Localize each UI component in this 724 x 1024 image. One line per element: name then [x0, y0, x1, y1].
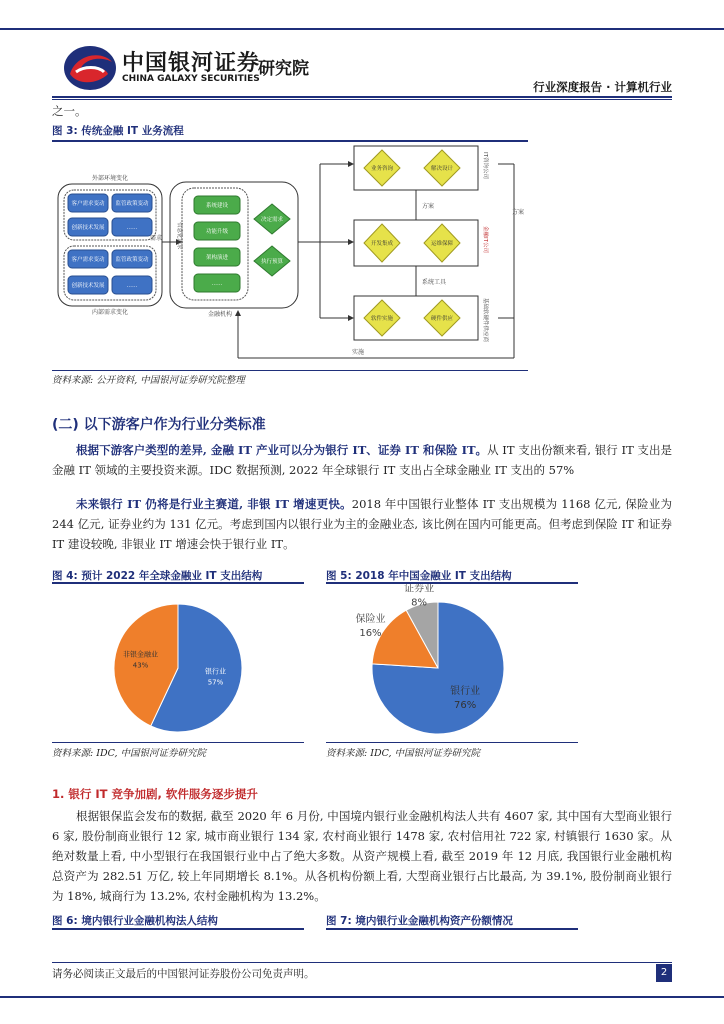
fig5-caption: 图 5: 2018 年中国金融业 IT 支出结构 [326, 570, 512, 582]
fig3-center-box: 架构演进 [205, 255, 229, 261]
footer-disclaimer: 请务必阅读正文最后的中国银河证券股份公司免责声明。 [52, 968, 315, 980]
fig3-source: 资料来源: 公开资料, 中国银河证券研究院整理 [52, 375, 245, 386]
pie-value-label: 76% [453, 699, 477, 711]
fig3-tools-label: 系统工具 [422, 279, 447, 286]
fig3-left-box: 创新技术发展 [71, 225, 105, 231]
logo-cn: 中国银河证券 [122, 51, 261, 76]
fig3-decide1: 决定需求 [260, 217, 284, 223]
fig3-decide2: 执行预算 [260, 259, 284, 265]
section-paragraph-2 [52, 494, 672, 554]
subsection-title: 1. 银行 IT 竞争加剧, 软件服务逐步提升 [52, 787, 258, 801]
fig3-left-box: …… [126, 225, 138, 231]
header-rule [52, 96, 672, 98]
fig3-center-title: 信息化需求 [176, 222, 182, 250]
fig7-caption: 图 7: 境内银行业金融机构资产份额情况 [326, 915, 513, 927]
fig3-demand-label: 需求 [149, 235, 163, 242]
logo-institute: 研究院 [258, 59, 309, 79]
fig5-source: 资料来源: IDC, 中国银河证券研究院 [326, 748, 481, 759]
header-rule-thin [52, 99, 672, 100]
paragraph-2-lead: 未来银行 IT 仍将是行业主赛道, 非银 IT 增速更快。 [76, 497, 352, 511]
fig3-bottom-rule [52, 370, 528, 371]
fig3-caption: 图 3: 传统金融 IT 业务流程 [52, 125, 184, 137]
pie-value-label: 57% [207, 678, 224, 687]
fig3-center-box: 系统建设 [205, 203, 229, 209]
section-paragraph-1 [52, 440, 672, 480]
pie-category-label: 证券业 [404, 584, 435, 595]
fig6-rule [52, 928, 304, 930]
fig3-external-label: 外部环境变化 [91, 175, 129, 182]
fig3-left-box: 创新技术发展 [71, 283, 105, 289]
logo-en: CHINA GALAXY SECURITIES [122, 74, 260, 84]
fig5-bottom-rule [326, 742, 578, 743]
pie-category-label: 银行业 [450, 685, 481, 697]
fig5-pie-chart [326, 584, 578, 740]
fig3-left-box: 客户需求变动 [71, 257, 105, 263]
fig3-center-box: 功能升级 [205, 229, 229, 235]
fig7-rule [326, 928, 578, 930]
logo [62, 44, 322, 94]
fig4-source: 资料来源: IDC, 中国银河证券研究院 [52, 748, 207, 759]
paragraph-2-body: 2018 年中国银行业整体 IT 支出规模为 1168 亿元, 保险业为 244 亿元, 证券业约为 131 亿元。考虑到国内以银行业为主的金融业态, 该比例在国内可能更高。但考虑到保险 IT 和证券 IT 建设较晚, 非银业 IT 增速会快于银行业 IT。 [52, 497, 672, 551]
paragraph-1-lead: 根据下游客户类型的差异, 金融 IT 产业可以分为银行 IT、证券 IT 和保险 IT。 [76, 443, 488, 457]
report-type: 行业深度报告 · 计算机行业 [533, 80, 672, 94]
fig3-right-top: 方案 [512, 209, 525, 216]
fig3-internal-label: 内部需求变化 [91, 309, 129, 316]
section-title: (二) 以下游客户作为行业分类标准 [52, 417, 266, 433]
top-rule [0, 28, 724, 30]
fig3-left-box: 监管政策变动 [115, 257, 149, 263]
fig3-ops-box: 软件实施 [370, 316, 394, 322]
page-number: 2 [656, 964, 672, 982]
fig3-build-box: 开发集成 [370, 241, 394, 247]
paragraph-1-body: 从 IT 支出份额来看, 银行 IT 支出是金融 IT 领域的主要投资来源。IDC 数据预测, 2022 年全球银行 IT 支出占全球金融业 IT 支出的 57% [52, 443, 672, 477]
fig3-left-box: 监管政策变动 [115, 201, 149, 207]
fig4-pie-chart [52, 584, 304, 740]
fig4-bottom-rule [52, 742, 304, 743]
fig3-implement: 实施 [352, 349, 365, 356]
fig3-infra: 基础软硬件供应商 [482, 298, 488, 343]
fig3-flow-diagram [52, 142, 528, 368]
subsection-paragraph: 根据银保监会发布的数据, 截至 2020 年 6 月份, 中国境内银行业金融机构法人共有 4607 家, 其中国有大型商业银行 6 家, 股份制商业银行 12 家, 城市商业银行 134 家, 农村商业银行 1478 家, 农村信用社 722 家, 村镇银行 1630 家。从绝对数量上看, 中小型银行在我国银行业中占了绝大多数。从资产规模上看, 截至 2019 年 12 月底, 我国银行业金融机构总资产为 282.51 万亿, 较上年同期增长 8.1%。从各机构份额上看, 大型商业银行占比最高, 为 39.1%, 股份制商业银行为 18%, 城商行为 13.2%, 农村金融机构为 13.2%。 [52, 809, 672, 903]
fig3-bank-it: 金融IT公司 [482, 226, 488, 253]
intro-tail: 之一。 [52, 104, 87, 118]
pie-value-label: 43% [132, 661, 149, 670]
galaxy-logo-icon [62, 44, 118, 92]
fig3-institution-label: 金融机构 [207, 311, 233, 318]
fig4-caption: 图 4: 预计 2022 年全球金融业 IT 支出结构 [52, 570, 263, 582]
pie-category-label: 银行业 [204, 667, 226, 676]
fig3-build-box: 运维保障 [430, 241, 454, 247]
footer-rule [52, 962, 672, 963]
fig3-plan-box: 业务咨询 [370, 166, 394, 172]
fig3-left-box: …… [126, 283, 138, 289]
bottom-rule [0, 996, 724, 998]
fig3-left-box: 客户需求变动 [71, 201, 105, 207]
pie-value-label: 16% [359, 628, 382, 640]
fig6-caption: 图 6: 境内银行业金融机构法人结构 [52, 915, 218, 927]
fig3-it-consult: IT咨询公司 [482, 152, 488, 179]
pie-value-label: 8% [411, 597, 428, 609]
fig3-ops-box: 硬件供应 [430, 316, 454, 322]
pie-category-label: 非银金融业 [123, 650, 159, 659]
fig3-plan-box: 解决设计 [430, 166, 454, 172]
pie-category-label: 保险业 [355, 614, 386, 626]
fig3-plan-label: 方案 [422, 203, 435, 210]
fig3-center-box: …… [211, 281, 223, 287]
